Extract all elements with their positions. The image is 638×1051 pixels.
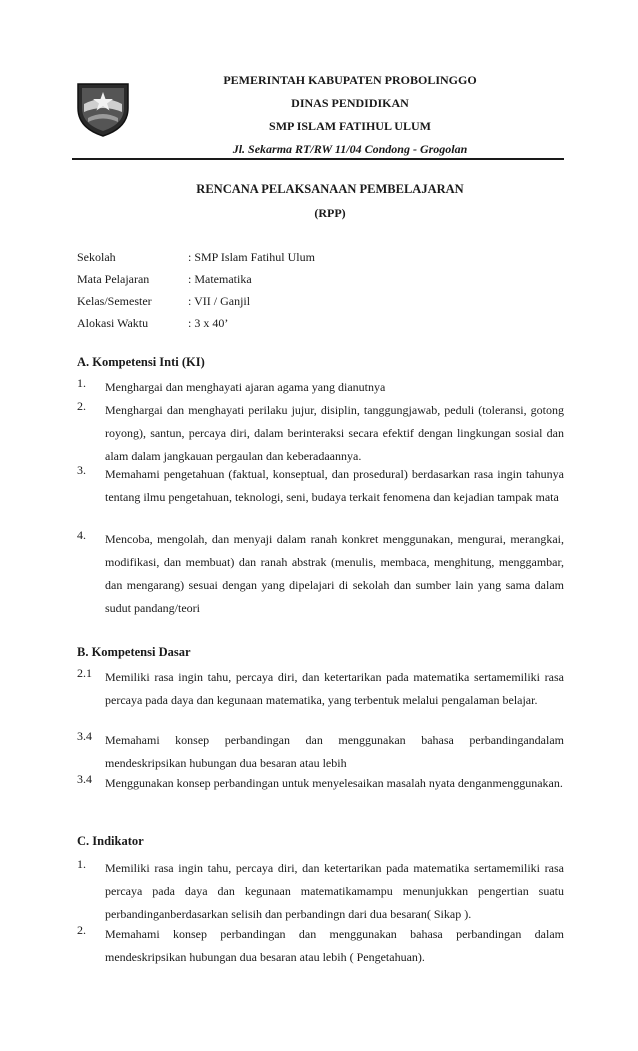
ki-item-text: Mencoba, mengolah, dan menyaji dalam ranah konkret menggunakan, mengurai, merangkai, modifikasi, dan membuat) dan ranah abstrak (menulis, membaca, menghitung, menggambar, dan mengarang) sesuai dengan yang dipelajari di sekolah dan sumber lain yang sama dalam sudut pandang/teori xyxy=(105,532,564,615)
header-government-name: PEMERINTAH KABUPATEN PROBOLINGGO xyxy=(223,73,477,87)
kd-item-text: Memiliki rasa ingin tahu, percaya diri, dan ketertarikan pada matematika sertamemiliki rasa percaya pada daya dan kegunaan matematika, yang terbentuk melalui pengalaman belajar. xyxy=(105,670,564,707)
ki-item-text: Menghargai dan menghayati ajaran agama yang dianutnya xyxy=(105,380,386,394)
indikator-item-text: Memahami konsep perbandingan dan menggunakan bahasa perbandingan dalam mendeskripsikan hubungan dua besaran atau lebih ( Pengetahuan). xyxy=(105,927,564,964)
identity-value: : VII / Ganjil xyxy=(188,294,251,308)
header-school-name: SMP ISLAM FATIHUL ULUM xyxy=(269,119,431,133)
section-heading-kd: B. Kompetensi Dasar xyxy=(77,645,191,659)
ki-item-number: 2. xyxy=(77,399,86,413)
section-heading-ki: A. Kompetensi Inti (KI) xyxy=(77,355,205,369)
indikator-item-text: Memiliki rasa ingin tahu, percaya diri, dan ketertarikan pada matematika sertamemiliki rasa percaya pada daya dan kegunaan matematikamampu menunjukkan pengertian suatu perbandinganberdasarkan selisih dan perbandingn dari dua besaran( Sikap ). xyxy=(105,861,564,921)
header-divider xyxy=(72,158,564,160)
ki-item-number: 3. xyxy=(77,463,86,477)
kd-item-text: Memahami konsep perbandingan dan menggunakan bahasa perbandingandalam mendeskripsikan hubungan dua besaran atau lebih xyxy=(105,733,564,770)
document-title-abbr: (RPP) xyxy=(314,206,346,220)
indikator-item-number: 2. xyxy=(77,923,86,937)
ki-item-number: 4. xyxy=(77,528,86,542)
kd-item-number: 2.1 xyxy=(77,666,92,680)
header-department-name: DINAS PENDIDIKAN xyxy=(291,96,409,110)
regional-emblem-icon xyxy=(74,78,132,138)
identity-value: : Matematika xyxy=(188,272,252,286)
indikator-item-number: 1. xyxy=(77,857,86,871)
document-title: RENCANA PELAKSANAAN PEMBELAJARAN xyxy=(196,182,464,196)
identity-label: Mata Pelajaran xyxy=(77,272,150,286)
section-heading-indikator: C. Indikator xyxy=(77,834,144,848)
kd-item-text: Menggunakan konsep perbandingan untuk menyelesaikan masalah nyata denganmenggunakan. xyxy=(105,776,563,790)
ki-item-text: Menghargai dan menghayati perilaku jujur, disiplin, tanggungjawab, peduli (toleransi, gotong royong), santun, percaya diri, dalam berinteraksi secara efektif dengan lingkungan sosial dan alam dalam jangkauan pergaulan dan keberadaannya. xyxy=(105,403,564,463)
kd-item-number: 3.4 xyxy=(77,729,92,743)
identity-label: Sekolah xyxy=(77,250,116,264)
ki-item-text: Memahami pengetahuan (faktual, konseptual, dan prosedural) berdasarkan rasa ingin tahunya tentang ilmu pengetahuan, teknologi, seni, budaya terkait fenomena dan kejadian tampak mata xyxy=(105,467,564,504)
identity-value: : SMP Islam Fatihul Ulum xyxy=(188,250,315,264)
kd-item-number: 3.4 xyxy=(77,772,92,786)
identity-label: Alokasi Waktu xyxy=(77,316,149,330)
identity-value: : 3 x 40’ xyxy=(188,316,229,330)
ki-item-number: 1. xyxy=(77,376,86,390)
header-address: Jl. Sekarma RT/RW 11/04 Condong - Grogolan xyxy=(232,142,468,156)
identity-label: Kelas/Semester xyxy=(77,294,152,308)
